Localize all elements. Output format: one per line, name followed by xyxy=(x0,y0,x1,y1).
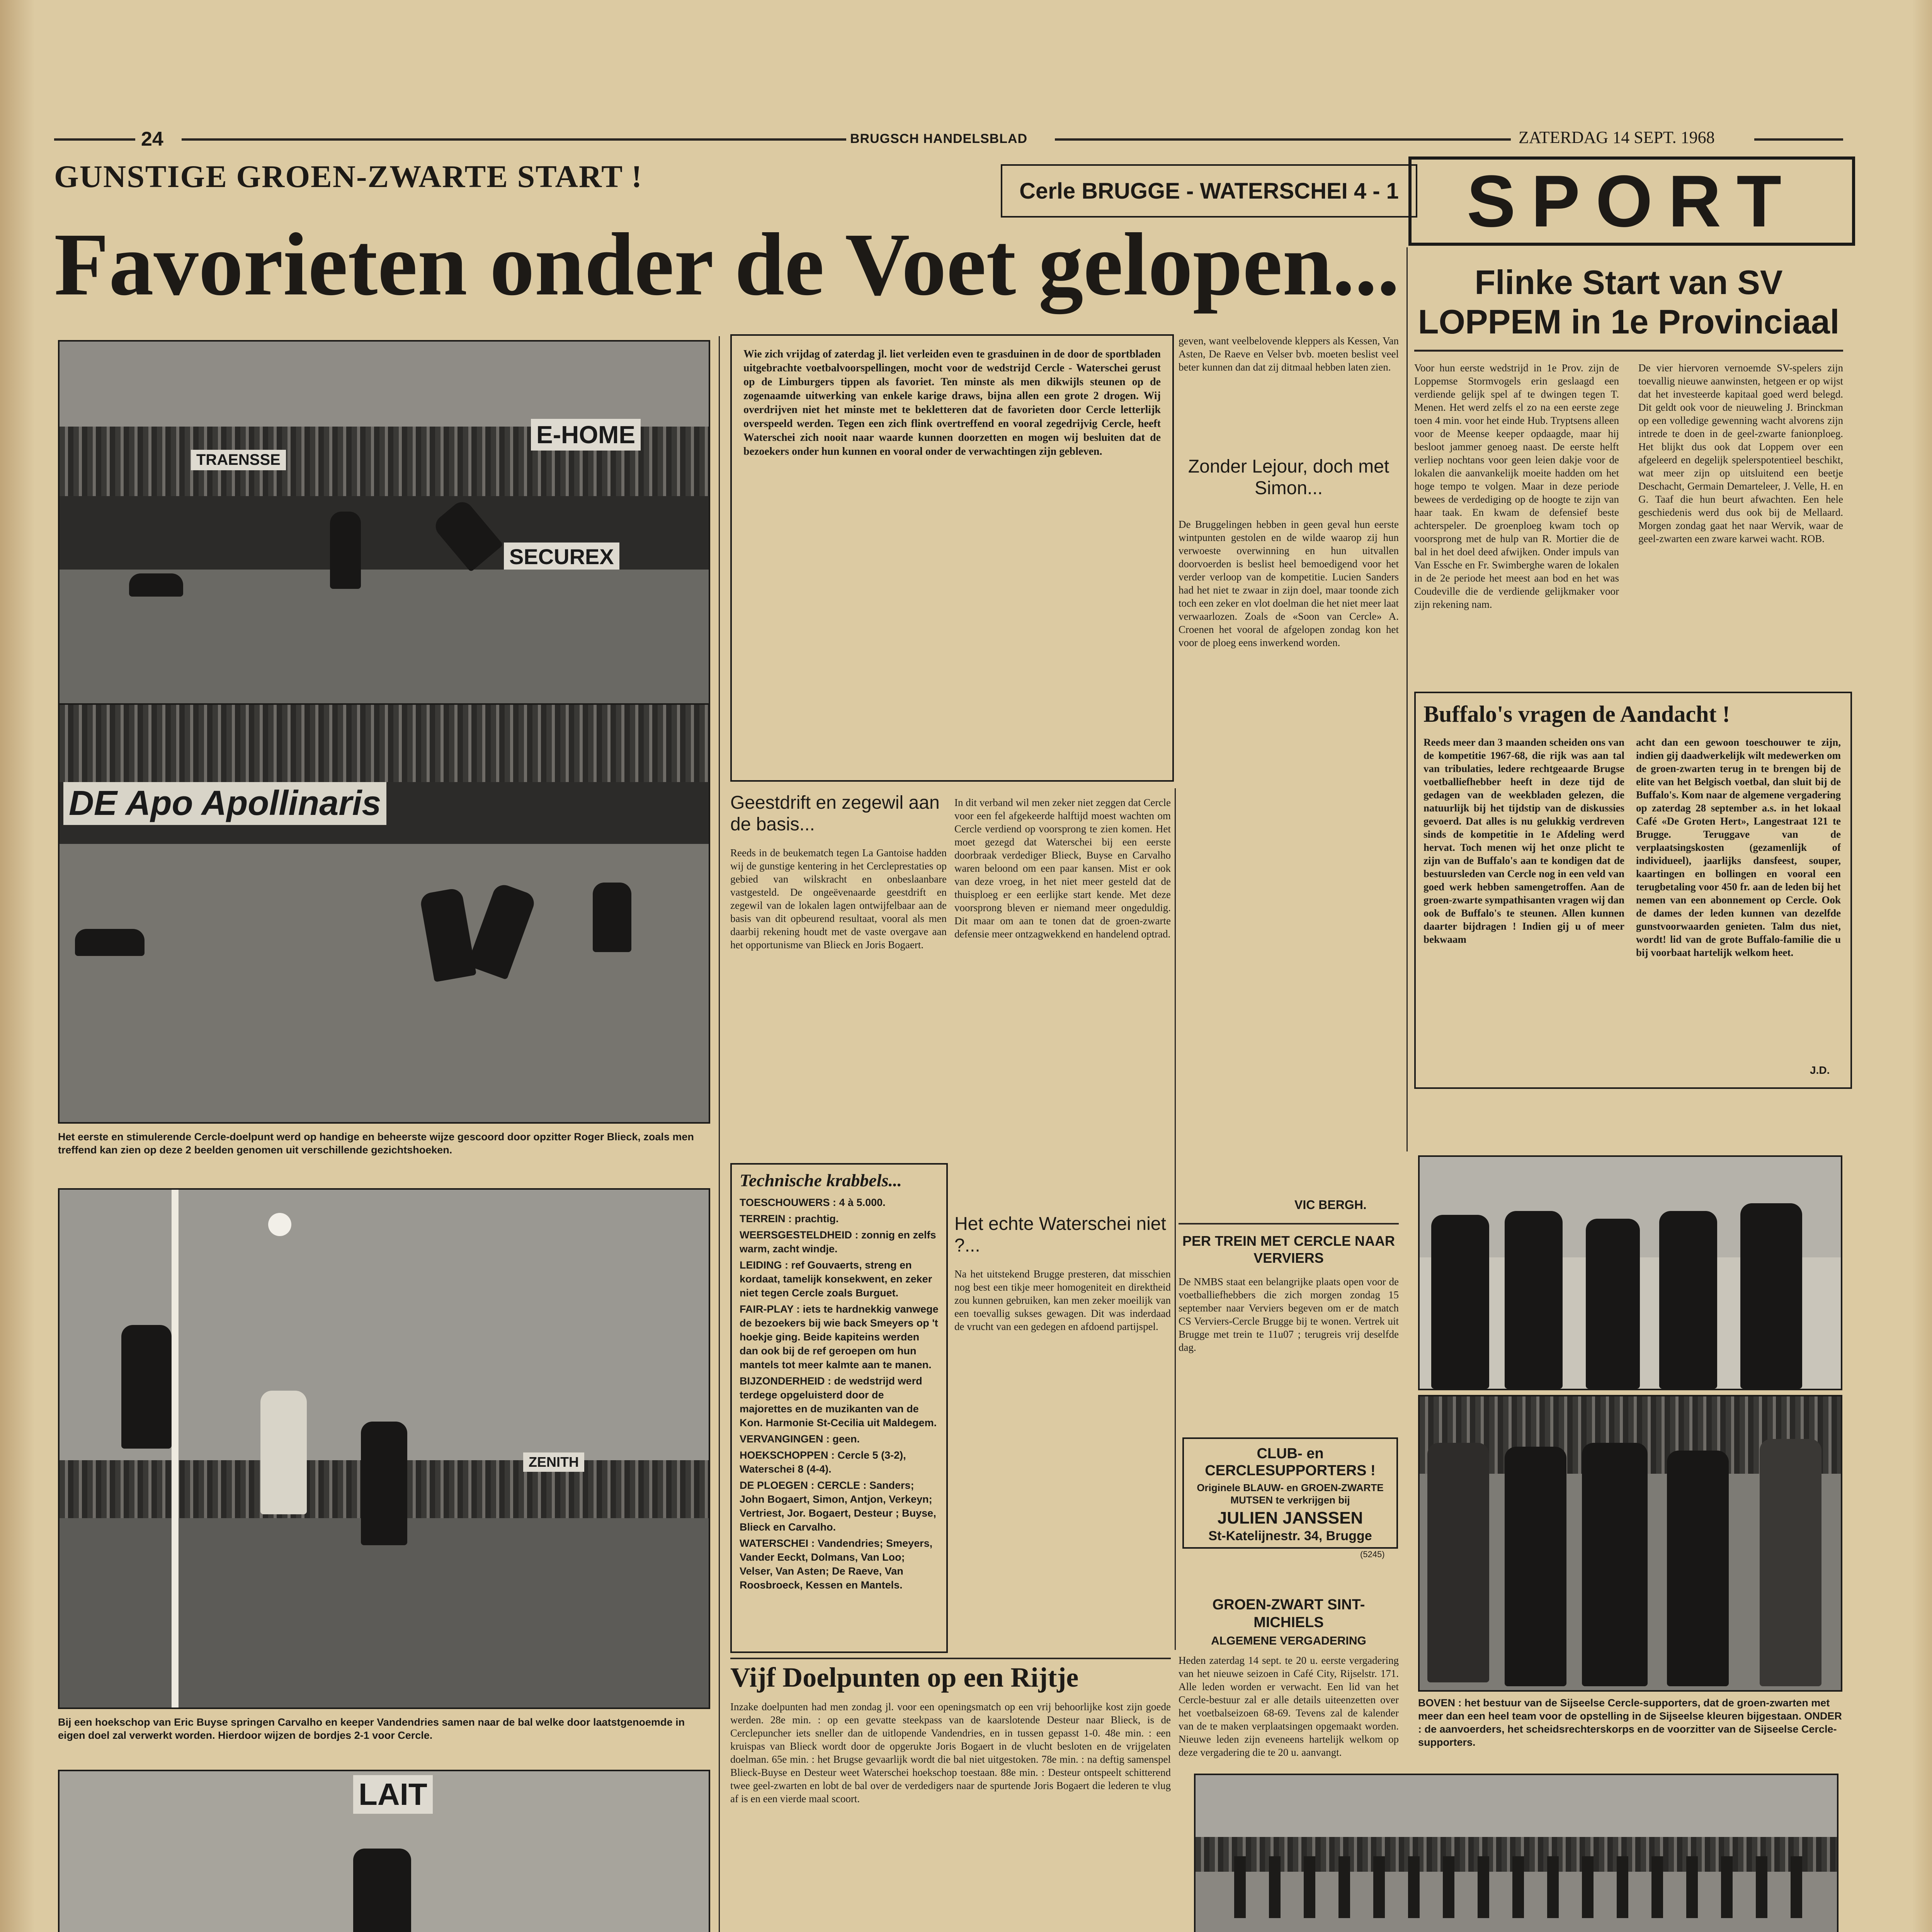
technical-item: LEIDING : ref Gouvaerts, streng en kordaat, tamelijk konsekwent, en zeker niet tegen Cercle zoals Burguet. xyxy=(740,1259,932,1299)
buffalo-text: Reeds meer dan 3 maanden scheiden ons van de kompetitie 1967-68, die rijk was aan tal van tribulaties, ledere rechtgeaarde Brugse voetballiefhebber heeft in deze tijd de gedagen van de weekbladen gelezen, die natuurlijk bij het tijdstip van de diskussies gevoerd. Dat alles is nu gelukkig verdreven sinds de kompetitie in 1e Afdeling werd hervat. Toch menen wij het onze plicht te zijn van de Buffalo's aan te kondigen dat de bestuursleden van Cercle nog in een veld van goed werk hebben samengetroffen. Aan de groen-zwarte sympathisanten vragen wij dan ook de Buffalo's te steunen. Allen kunnen daarter bijdragen ! Indien gij u of meer bekwaam xyxy=(1423,736,1624,945)
sintmichiels-title: GROEN-ZWART SINT-MICHIELS xyxy=(1212,1597,1365,1631)
vijf-rule xyxy=(730,1658,1171,1659)
photo-corner-kick xyxy=(58,1188,710,1709)
paper-name: BRUGSCH HANDELSBLAD xyxy=(850,131,1028,146)
technical-item: HOEKSCHOPPEN : Cercle 5 (3-2), Waterschei 8 (4-4). xyxy=(740,1449,906,1475)
sign-securex: SECUREX xyxy=(504,543,619,571)
sign-apollinaris: DE Apo Apollinaris xyxy=(63,782,386,825)
technical-item: WATERSCHEI : Vandendries; Smeyers, Vander Eeckt, Dolmans, Van Loo; Velser, Van Asten; De Raeve, Van Roosbroeck, Kessen en Mantels. xyxy=(740,1537,933,1591)
ad-code: (5245) xyxy=(1360,1549,1385,1559)
geestdrift-title: Geestdrift en zegewil aan de basis... xyxy=(730,793,940,835)
sign-traensse: TRAENSSE xyxy=(191,450,286,470)
column-divider-3 xyxy=(1406,247,1408,1151)
vijf-text: Inzake doelpunten had men zondag jl. voor een openingsmatch op een vrij behoorlijke kost zijn goede werden. 28e min. : op een gevatte steekpass van de kaarslotende Desteur naar Blieck, is de Cerclepuncher iets sneller dan de uitlopende Vandendries, en in tussen gepasst 1-0. 48e min. : een kruispas van Blieck wordt door de opgerukte Joris Bogaert in de vlucht besloten en de vrijgelaten doelman. 65e min. : het Brugse gevaarlijk wordt die bal niet uitgestoken. 78e min. : na deftig samenspel Blieck-Buyse en Desteur weet Waterschei hoekschop toestaan. 88e min. : Desteur ontspeelt schitterend twee geel-zwarten en lobt de bal over de verdedigers naar de spurtende Joris Bogaert die lederen te vlug af is en een vierde maal scoort. xyxy=(730,1701,1171,1804)
technical-item: WEERSGESTELDHEID : zonnig en zelfs warm, zacht windje. xyxy=(740,1229,936,1255)
caption-photo-corner: Bij een hoekschop van Eric Buyse springen Carvalho en keeper Vandendries samen naar de bal welke door laatstgenoemde in eigen doel zal verwerkt worden. Hierdoor wijzen de bordjes 2-1 voor Cercle. xyxy=(58,1716,685,1741)
janssen-ad xyxy=(1182,1437,1398,1549)
masthead-rule-end xyxy=(1754,138,1843,141)
technical-list xyxy=(740,1196,939,1648)
trein-rule xyxy=(1179,1223,1399,1225)
technical-item: TOESCHOUWERS : 4 à 5.000. xyxy=(740,1197,886,1208)
col3-subtitle: Zonder Lejour, doch met Simon... xyxy=(1188,456,1389,498)
issue-date: ZATERDAG 14 SEPT. 1968 xyxy=(1519,128,1715,147)
main-headline: Favorieten onder de Voet gelopen... xyxy=(54,215,1400,314)
col3-text: geven, want veelbelovende kleppers als Kessen, Van Asten, De Raeve en Velser bvb. moeten beslist veel beter kunnen dan dat zij ditmaal hebben laten zien. xyxy=(1179,335,1399,373)
vijf-title: Vijf Doelpunten op een Rijtje xyxy=(730,1662,1079,1693)
intro-text: Wie zich vrijdag of zaterdag jl. liet verleiden even te grasduinen in de door de sportbladen uitgebrachte voetbalvoorspellingen, mocht voor de wedstrijd Cercle - Waterschei gerust op de Limburgers tippen als favoriet. Ten minste als men dikwijls steunen op de zogenaamde uitwerking van enkele karige draws, bijna allen een grote 2 drogen. Wij overdrijven niet het minste met te bekletteren dat de favorieten door Cercle letterlijk overspeeld werden. Tegen een zich flink overtreffend en vooral zegedrijvig Cercle, heeft Waterschei zich nooit naar waarde kunnen doorzetten en mogen wij besluiten dat de bezoekers onder hun kunnen en vooral onder de verwachtingen zijn gebleven. xyxy=(743,348,1161,457)
buffalo-title: Buffalo's vragen de Aandacht ! xyxy=(1423,701,1730,727)
buffalo-box xyxy=(1414,692,1852,1089)
trein-title: PER TREIN MET CERCLE NAAR VERVIERS xyxy=(1182,1233,1395,1266)
sport-section-title: SPORT xyxy=(1466,160,1797,242)
intro-box xyxy=(730,334,1174,782)
sintmichiels-subtitle: ALGEMENE VERGADERING xyxy=(1211,1634,1366,1647)
ad-address: St-Katelijnestr. 34, Brugge xyxy=(1208,1529,1372,1543)
masthead-rule-left xyxy=(54,138,135,141)
waterschei-title: Het echte Waterschei niet ?... xyxy=(954,1214,1166,1256)
technical-item: TERREIN : prachtig. xyxy=(740,1213,839,1225)
score-box xyxy=(1001,164,1417,218)
photo-goal-2 xyxy=(58,703,710,1124)
buffalo-signature: J.D. xyxy=(1810,1064,1830,1076)
ad-name: JULIEN JANSSEN xyxy=(1217,1509,1363,1527)
page-number: 24 xyxy=(141,128,163,150)
vic-bergh-signature: VIC BERGH. xyxy=(1294,1198,1367,1212)
loppem-col1: Voor hun eerste wedstrijd in 1e Prov. zijn de Loppemse Stormvogels erin geslaagd een verdiende gelijk spel af te dwingen tegen T. Menen. Het werd zelfs el zo na een eerste zege toen 4 min. voor het einde Hub. Tryptsens alleen voor de Meense keeper opdaagde, maar hij besloot jammer genoeg naast. De eerste helft verliep nochtans voor geen leien dakje voor de lokalen die aanvankelijk moeite hadden om het hoge tempo te volgen. Maar in deze periode bewees de verdediging op de hoogte te zijn van haar taak. En kwam de defensief beste achterspeler. De groenploeg kwam toch op voorsprong met de hulp van R. Mortier die de bal in het doel deed afwijken. Onder impuls van Van Essche en Fr. Swimberghe waren de lokalen in de 2e periode het meest aan bod en het was Coudeville die de verdiende gelijkmaker voor zijn rekening nam. xyxy=(1414,362,1619,610)
technical-box xyxy=(730,1163,948,1653)
masthead-rule-mid xyxy=(182,138,846,141)
photo-goalkeeper xyxy=(58,1770,710,1932)
page-edge-left xyxy=(0,0,35,1932)
photo-captains xyxy=(1418,1395,1842,1692)
technical-item: FAIR-PLAY : iets te hardnekkig vanwege de bezoekers bij wie back Smeyers op 't hoekje ging. Beide kapiteins werden dan ook bij de ref geroepen om hun mantels tot meer kalmte aan te manen. xyxy=(740,1303,939,1371)
sintmichiels-text: Heden zaterdag 14 sept. te 20 u. eerste vergadering van het nieuwe seizoen in Café City, Rijselstr. 171. Alle leden worden er verwacht. Een lid van het Cercle-bestuur zal er alle details uiteenzetten over het voetbalseizoen 68-69. Tevens zal de kalender van de te maken verplaatsingen opgemaakt worden. Nieuwe leden zijn eveneens hartelijk welkom op deze vergadering die te 20 u. aanvangt. xyxy=(1179,1655,1399,1758)
col3-subtext: De Bruggelingen hebben in geen geval hun eerste wintpunten gestolen en de wilde waarop zij hun verwoeste overwinning en hun uitvallen doorvoerden is beslist heel bemoedigend voor het verder verloop van de kompetitie. Lucien Sanders had het niet te zwaar in zijn doel, maar toonde zich toch een zeker en vlot doelman die het niet meer laat verwaarlozen. Zoals de «Soon van Cercle» A. Croenen het vooral de afgelopen zondag kon het voor de ploeg eens inwerkend worden. xyxy=(1179,519,1399,648)
buffalo-text2: acht dan een gewoon toeschouwer te zijn, indien gij daadwerkelijk wilt medewerken om de groen-zwarten terug in te brengen bij de elite van het Belgisch voetbal, dan sluit bij de Buffalo's. Kom naar de algemene vergadering op zaterdag 28 september a.s. in het lokaal Café «De Groten Hert», Langestraat 121 te Brugge. Teruggave van de verplaatsingskosten (gezamenlijk of individueel), jaarlijks dansfeest, souper, kaartingen en bollingen en vooral een terugbetaling voor 450 fr. aan de leden bij het nemen van een abonnement op Cercle. Ook de dames der leden kunnen van dezelfde gunstvoorwaarden genieten. Talm dus niet, wordt! lid van de grote Buffalo-familie die u bij voorbaat hartelijk welkom heet. xyxy=(1636,736,1841,958)
ad-line1: CLUB- en CERCLESUPPORTERS ! xyxy=(1205,1446,1376,1479)
score-text: Cerle BRUGGE - WATERSCHEI 4 - 1 xyxy=(1019,178,1399,204)
sign-ehome: E-HOME xyxy=(531,419,641,451)
technical-item: DE PLOEGEN : CERCLE : Sanders; John Bogaert, Simon, Antjon, Verkeyn; Vertriest, Jor. Bogaert, Desteur ; Buyse, Blieck en Carvalho. xyxy=(740,1480,936,1533)
caption-supporters: BOVEN : het bestuur van de Sijseelse Cercle-supporters, dat de groen-zwarten met meer dan een heel team voor de opstelling in de Sijseelse kleuren bijgestaan. ONDER : de aanvoerders, het scheidsrechterskorps en de voorzitter van de Sijseelse Cercle-supporters. xyxy=(1418,1697,1842,1748)
geestdrift-text: Reeds in de beukematch tegen La Gantoise hadden wij de gunstige kentering in het Cercleprestaties op gebied van wilskracht en onbeslaanbare vastgesteld. De ongeëvenaarde geestdrift en zegewil van de lokalen lagen ontwijfelbaar aan de basis van dit opbeurend resultaat, vooral als men daarbij rekening houdt met de vaste overgave aan het opportunisme van Blieck en Joris Bogaert. xyxy=(730,847,947,951)
column-divider-1 xyxy=(719,336,720,1932)
sign-zenith: ZENITH xyxy=(523,1452,584,1472)
trein-text: De NMBS staat een belangrijke plaats open voor de voetballiefhebbers die zich morgen zondag 15 september naar Verviers begeven om er de match CS Verviers-Cercle Brugge bij te wonen. Vertrek uit Brugge met trein te 11u07 ; terugreis vrij deselfde dag. xyxy=(1179,1276,1399,1353)
loppem-col2: De vier hiervoren vernoemde SV-spelers zijn toevallig nieuwe aanwinsten, hetgeen er op wijst dat het investeerde kapitaal goed werd belegd. Dit geldt ook voor de nieuweling J. Brinckman op een volledige gewenning wacht alvorens zijn intrede te doen in de geel-zwarte fanionploeg. Het blijkt dus ook dat Loppem over een afgeleerd en degelijk spelerspotentieel beschikt, wat meer zijn op uitsluitend een beetje Deschacht, Germain Demarteleer, J. Velle, H. en G. Taaf die hun beurt afwachten. Een hele geschiedenis werd dus ook bij de Mellaard. Morgen zondag gaat het naar Wervik, waar de geel-zwarten een zware karwei wacht. ROB. xyxy=(1638,362,1843,544)
loppem-headline: Flinke Start van SV LOPPEM in 1e Provinciaal xyxy=(1418,263,1840,341)
loppem-rule xyxy=(1414,350,1843,352)
middle-col-text: In dit verband wil men zeker niet zeggen dat Cercle voor een fel afgekeerde halftijd moest wachten om Cercle verdiend op voorsprong te zien komen. Het moet gezegd dat Waterschei bij een eerste doorbraak verdediger Blieck, Buyse en Carvalho waren beloond om een paar kansen. Mist er ook van deze vroeg, in het niet meer gesteld dat de thuisploeg er een eerlijke start kende. Met deze voorsprong bleven er niemand meer ongeduldig. Dit maar om aan te tonen dat de groen-zwarte defensie meer ontzagwekkend en handelend optrad. xyxy=(954,797,1171,940)
sign-lait: LAIT xyxy=(353,1775,433,1814)
technical-title: Technische krabbels... xyxy=(740,1170,902,1190)
page-edge-right xyxy=(1912,0,1932,1932)
photo-supporters-board xyxy=(1418,1155,1842,1390)
caption-photo-goal: Het eerste en stimulerende Cercle-doelpunt werd op handige en beheerste wijze gescoord door opzitter Roger Blieck, zoals men treffend kan zien op deze 2 beelden genomen uit verschillende gezichtshoeken. xyxy=(58,1131,694,1156)
ad-line2: Originele BLAUW- en GROEN-ZWARTE MUTSEN te verkrijgen bij xyxy=(1197,1482,1384,1506)
sport-section-box xyxy=(1408,156,1855,246)
technical-item: VERVANGINGEN : geen. xyxy=(740,1433,860,1445)
photo-goal-1 xyxy=(58,340,710,737)
photo-majorettes xyxy=(1194,1774,1838,1932)
column-divider-2 xyxy=(1175,788,1176,1650)
waterschei-text: Na het uitstekend Brugge presteren, dat misschien nog best een tikje meer homogeniteit en direktheid zou kunnen gebruiken, kan men zeker moeilijk van een toevallig sukses gewagen. Dit was inderdaad de vrucht van een gedegen en afdoend partijspel. xyxy=(954,1268,1171,1332)
masthead-rule-right xyxy=(1055,138,1511,141)
technical-item: BIJZONDERHEID : de wedstrijd werd terdege opgeluisterd door de majorettes en de muzikanten van de Kon. Harmonie St-Cecilia uit Maldegem. xyxy=(740,1375,937,1429)
kicker-headline: GUNSTIGE GROEN-ZWARTE START ! xyxy=(54,159,643,194)
